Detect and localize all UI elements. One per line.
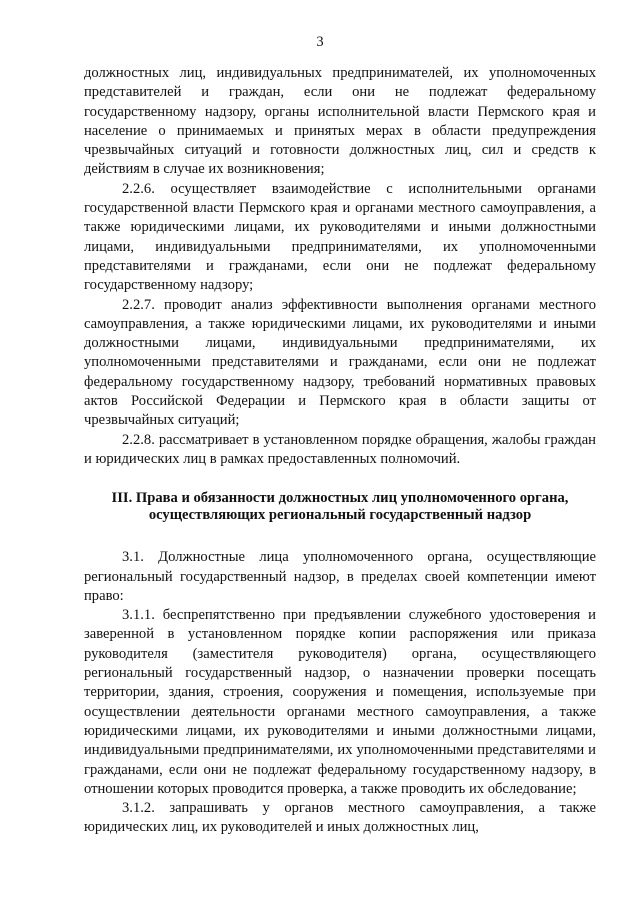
paragraph-2-2-6: 2.2.6. осуществляет взаимодействие с исполнительными органами государственной власти Пермского края и органами местного самоуправления, а также юридическими лицами, их руководителями и иными должностными лицами, индивидуальными предпринимателями, их уполномоченными представителями и гражданами, если они не подлежат федеральному государственному надзору; bbox=[84, 180, 596, 294]
section-heading: III. Права и обязанности должностных лиц уполномоченного органа, осуществляющих региональный государственный надзор bbox=[111, 490, 569, 524]
paragraph-3-1-2: 3.1.2. запрашивать у органов местного самоуправления, а также юридических лиц, их руководителей и иных должностных лиц, bbox=[84, 800, 596, 836]
page-number: 3 bbox=[316, 34, 324, 50]
paragraph-3-1-1: 3.1.1. беспрепятственно при предъявлении служебного удостоверения и заверенной в установленном порядке копии распоряжения или приказа руководителя (заместителя руководителя) органа, осуществляющего региональный государственный надзор, о назначении проверки посещать территории, здания, строения, сооружения и помещения, используемые при осуществлении деятельности органами местного самоуправления, а также юридическими лицами, их руководителями и иными должностными лицами, индивидуальными предпринимателями, их уполномоченными представителями и гражданами, если они не подлежат федеральному государственному надзору, в отношении которых проводится проверка, а также проводить их обследование; bbox=[84, 607, 596, 797]
paragraph-3-1: 3.1. Должностные лица уполномоченного органа, осуществляющие региональный государственный надзор, в пределах своей компетенции имеют право: bbox=[84, 549, 596, 604]
document-body bbox=[84, 64, 596, 838]
paragraph-2-2-8: 2.2.8. рассматривает в установленном порядке обращения, жалобы граждан и юридических лиц в рамках предоставленных полномочий. bbox=[84, 431, 596, 467]
paragraph-continuation: должностных лиц, индивидуальных предпринимателей, их уполномоченных представителей и граждан, если они не подлежат федеральному государственному надзору, органы исполнительной власти Пермского края и население о принимаемых и принятых мерах в области предупреждения чрезвычайных ситуаций и готовности должностных лиц, сил и средств к действиям в случае их возникновения; bbox=[84, 65, 596, 178]
paragraph-2-2-7: 2.2.7. проводит анализ эффективности выполнения органами местного самоуправления, а также юридическими лицами, их руководителями и иными должностными лицами, индивидуальными предпринимателями, их уполномоченными представителями и гражданами, если они не подлежат федеральному государственному надзору, требований нормативных правовых актов Российской Федерации и Пермского края в области защиты от чрезвычайных ситуаций; bbox=[84, 296, 596, 429]
